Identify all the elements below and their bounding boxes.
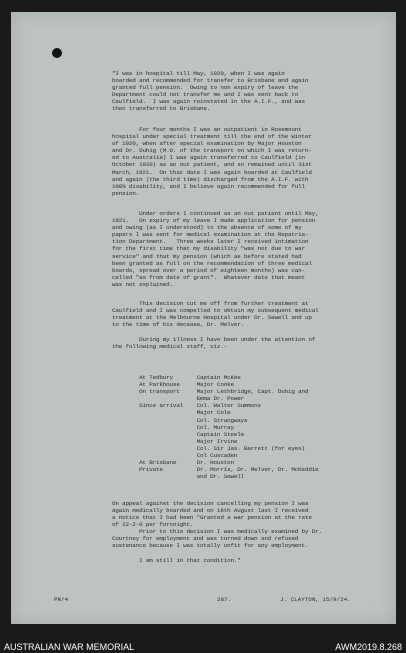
paragraph-hospital-may-1920: "I was in hospital till May, 1920, when I was again boarded and recommended for transfer to Brisbane and again granted full pension. Owing to non expiry of leave the Department could not transfer me and I was sent back to Caulfield. I was again reinstated in the A.I.F., and was then transferred to Brisbane.	[112, 70, 309, 113]
punch-hole	[52, 48, 62, 58]
medical-staff-list: At Tedbury Captain McKee At Parkhouse Major Cooke On transport Major Lethbridge, Capt. Duhig and Emma Dr. Power Since arrival Col. Walter Summons Major Cole Col. Strangways Col. Murray Captain Steele Major Irvine Col. Sir Jas. Barrett (for eyes) Col Cuscaden At Brisbane Dr. Houston Private Dr. Morris, Dr. Melver, Dr. McKeddie and Dr. Sewell	[139, 374, 319, 481]
paragraph-employment-exam: Prior to this decision I was medically examined by Dr. Courtney for employment and was turned down and refused sustenance because I was totally unfit for any employment.	[112, 528, 322, 550]
paragraph-appeal: On appeal against the decision cancelling my pension I was again medically boarded and on 18th August last I received a notice that I had been "Granted a war pension at the rate of 22-2-0 per fortnight.	[112, 500, 312, 529]
footer-signature-date: J. CLAYTON, 15/9/24.	[280, 596, 351, 603]
footer-reference: PR/4	[54, 596, 69, 603]
paragraph-pension-cancelled: Under orders I continued as an out patient until May, 1921. On expiry of my leave I made application for pension and owing (as I understood) to the absence of some of my papers I was sent for medical examination at the Repatria- tion Department. Three weeks later I received intimation for the first time that my disability "was not due to war service" and that my pension (which as before stated had been granted as full on the recommendation of three medical boards, spread over a period of eighteen months) was can- celled "as from date of grant". Whatever date that meant was not explained.	[112, 210, 319, 288]
paragraph-still-condition: I am still in that condition."	[112, 557, 241, 564]
paragraph-treatment-melbourne: This decision cut me off from further treatment at Caulfield and I was compelled to obtain my subsequent medical treatment at the Melbourne Hospital under Dr. Sewell and up to the time of his decease, Dr. Melver.	[112, 300, 319, 329]
footer-page-number: 287.	[217, 596, 232, 603]
archive-caption-institution: AUSTRALIAN WAR MEMORIAL	[4, 642, 135, 652]
paragraph-medical-staff-intro: During my illness I have been under the attention of the following medical staff, viz.-	[112, 336, 316, 351]
archive-caption-accession: AWM2019.8.268	[335, 642, 402, 652]
paragraph-outpatient-rosemount: For four months I was an outpatient in Rosemount hospital under special treatment till the end of the Winter of 1920, when after special examination by Major Houston and Dr. Duhig (M.O. of the transport on which I was return- ed to Australia) I was again transferred to Caulfield (in October 1920) as an out patient, and so remained until 31st March, 1921. On that date I was again boarded at Caulfield and again (the third time) discharged from the A.I.F. with 100% disability, and I believe again recommended for full pension.	[112, 126, 312, 197]
